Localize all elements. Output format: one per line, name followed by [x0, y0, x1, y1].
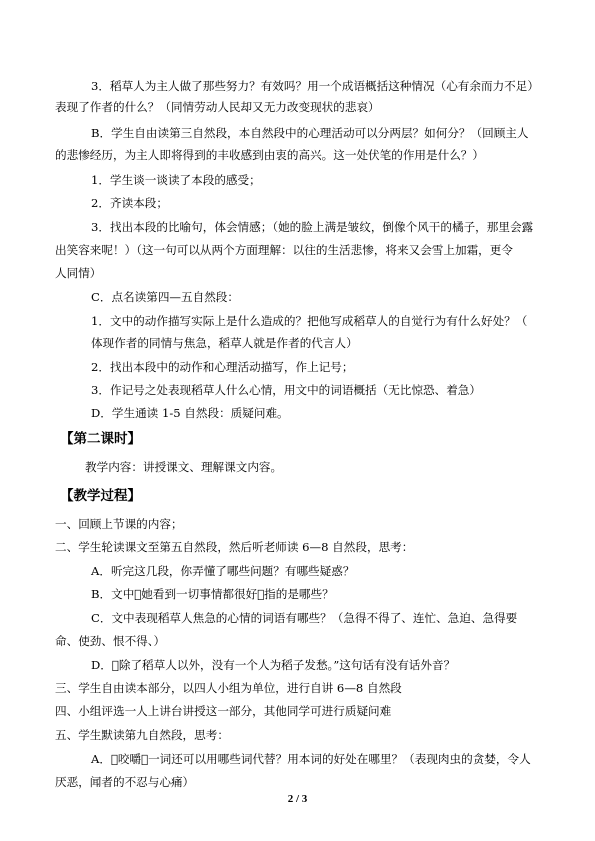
text-line: 表现了作者的什么？（同情劳动人民却又无力改变现状的悲哀）	[55, 100, 380, 114]
text-line: 体现作者的同情与焦急，稻草人就是作者的代言人）	[91, 336, 358, 350]
text-line: A． 咬嚼 一词还可以用哪些词代替？用本词的好处在哪里？（表现肉虫的贪婪，令人	[91, 752, 531, 766]
section-heading: 【第二课时】	[60, 431, 141, 447]
text-line: 人同情）	[55, 266, 102, 280]
text-line: 五、学生默读第九自然段，思考：	[55, 728, 229, 742]
text-line: 三、学生自由读本部分，以四人小组为单位，进行自讲 6—8 自然段	[55, 681, 402, 695]
text-line: 3．作记号之处表现稻草人什么心情，用文中的词语概括（无比惊恐、着急）	[91, 383, 481, 397]
text-line: B．文中 她看到一切事情都很好 指的是哪些？	[91, 587, 334, 601]
text-line: 1．学生谈一谈读了本段的感受；	[91, 173, 261, 187]
text-line: C．点名读第四—五自然段：	[91, 290, 239, 304]
text-line: A．听完这几段，你弄懂了哪些问题？有哪些疑惑？	[91, 564, 355, 578]
text-line: B．学生自由读第三自然段，本自然段中的心理活动可以分两层？如何分？（回顾主人	[91, 126, 529, 140]
text-line: 命、使劲、恨不得、）	[55, 634, 166, 648]
page-number: 2 / 3	[287, 793, 308, 805]
text-line: 2．找出本段中的动作和心理活动描写，作上记号；	[91, 360, 354, 374]
text-line: C．文中表现稻草人焦急的心情的词语有哪些？（急得不得了、连忙、急迫、急得要	[91, 611, 518, 625]
text-line: 3．找出本段的比喻句，体会情感；（她的脸上满是皱纹，倒像个风干的橘子，那里会露	[91, 220, 534, 234]
section-heading: 【教学过程】	[60, 488, 141, 504]
text-line: 2．齐读本段；	[91, 196, 168, 210]
text-line: 厌恶，闻者的不忍与心痛）	[55, 775, 195, 789]
text-line: 教学内容：讲授课文、理解课文内容。	[85, 460, 283, 474]
text-line: 四、小组评选一人上讲台讲授这一部分，其他同学可进行质疑问难	[55, 704, 392, 718]
text-line: D．学生通读 1-5 自然段：质疑问难。	[91, 406, 289, 420]
text-line: 一、回顾上节课的内容；	[55, 517, 183, 531]
text-line: D． 除了稻草人以外，没有一个人为稻子发愁。”这句话有没有话外音？	[91, 658, 456, 672]
text-line: 3．稻草人为主人做了那些努力？有效吗？用一个成语概括这种情况（心有余而力不足）	[91, 79, 539, 93]
text-line: 1．文中的动作描写实际上是什么造成的？把他写成稻草人的自觉行为有什么好处？（	[91, 314, 528, 328]
text-line: 出笑容来呢！）（这一句可以从两个方面理解：以往的生活悲惨，将来又会雪上加霜，更令	[55, 243, 513, 257]
text-line: 二、学生轮读课文至第五自然段，然后听老师读 6—8 自然段，思考：	[55, 540, 414, 554]
text-line: 的悲惨经历，为主人即将得到的丰收感到由衷的高兴。这一处伏笔的作用是什么？）	[55, 148, 484, 162]
